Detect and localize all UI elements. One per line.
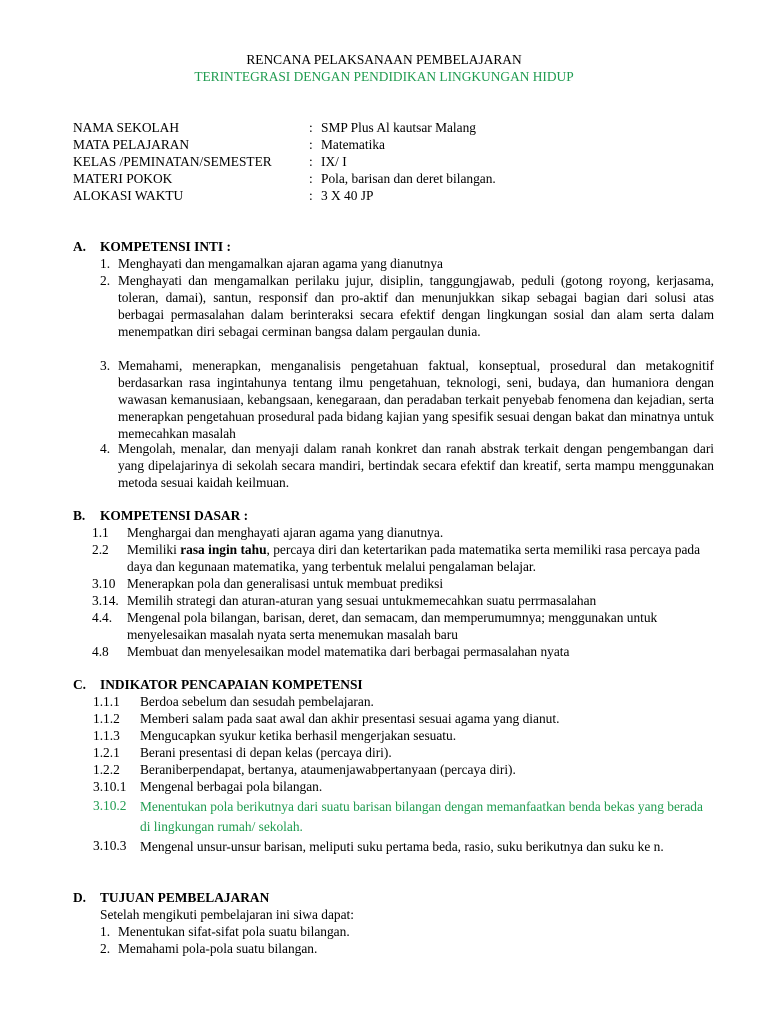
list-number-highlighted: 3.10.2 <box>93 798 127 813</box>
section-letter: D. <box>73 890 87 905</box>
list-item: Menentukan sifat-sifat pola suatu bilangan. <box>118 924 350 939</box>
list-number: 3.10 <box>92 576 116 591</box>
bold-phrase: rasa ingin tahu <box>180 542 267 557</box>
list-number: 3.10.1 <box>93 779 127 794</box>
section-heading: TUJUAN PEMBELAJARAN <box>100 890 270 905</box>
text-span: Memiliki <box>127 542 181 557</box>
list-number: 4. <box>100 441 111 456</box>
text-span: , percaya diri dan ketertarikan pada matematika serta memiliki rasa percaya pada daya dan kegunaan matematika, yang terbentuk melalui pengalaman belajar. <box>127 542 701 574</box>
identity-label: MATA PELAJARAN <box>73 137 190 152</box>
list-number: 4.4. <box>92 610 113 625</box>
list-number: 2.2 <box>92 542 109 557</box>
identity-value: 3 X 40 JP <box>321 188 374 203</box>
identity-label: KELAS /PEMINATAN/SEMESTER <box>73 154 272 169</box>
list-item: Menghayati dan mengamalkan perilaku jujur, disiplin, tanggungjawab, peduli (gotong royong, kerjasama, toleran, damai), santun, responsif dan pro-aktif dan menunjukkan sikap sebagai bagian dari solusi atas berbagai permasalahan dalam berinteraksi secara efektif dengan lingkungan sosial dan alam serta dalam menempatkan diri sebagai cerminan bangsa dalam pergaulan dunia. <box>118 273 714 339</box>
identity-label: MATERI POKOK <box>73 171 173 186</box>
section-heading: INDIKATOR PENCAPAIAN KOMPETENSI <box>100 677 363 692</box>
list-number: 1.1.2 <box>93 711 120 726</box>
section-heading: KOMPETENSI INTI : <box>100 239 231 254</box>
identity-colon: : <box>309 120 313 135</box>
list-number: 1. <box>100 924 111 939</box>
list-item: Menerapkan pola dan generalisasi untuk membuat prediksi <box>127 576 444 591</box>
list-item: Membuat dan menyelesaikan model matematika dari berbagai permasalahan nyata <box>127 644 570 659</box>
section-heading: KOMPETENSI DASAR : <box>100 508 249 523</box>
list-item: Mengucapkan syukur ketika berhasil mengerjakan sesuatu. <box>140 728 457 743</box>
list-number: 1.2.1 <box>93 745 120 760</box>
list-item: Mengenal unsur-unsur barisan, meliputi suku pertama beda, rasio, suku berikutnya dan suku ke n. <box>140 839 664 854</box>
list-number: 3.14. <box>92 593 119 608</box>
section-letter: C. <box>73 677 87 692</box>
list-item-highlighted: Menentukan pola berikutnya dari suatu barisan bilangan dengan memanfaatkan benda bekas yang berada di lingkungan rumah/ sekolah. <box>140 799 703 834</box>
section-intro: Setelah mengikuti pembelajaran ini siwa dapat: <box>100 907 354 922</box>
identity-colon: : <box>309 137 313 152</box>
list-number: 4.8 <box>92 644 109 659</box>
identity-label: NAMA SEKOLAH <box>73 120 180 135</box>
list-number: 1.1.1 <box>93 694 120 709</box>
list-number: 2. <box>100 273 111 288</box>
list-item: Memahami pola-pola suatu bilangan. <box>118 941 318 956</box>
identity-value: Pola, barisan dan deret bilangan. <box>321 171 496 186</box>
list-number: 1.1.3 <box>93 728 120 743</box>
list-item: Memberi salam pada saat awal dan akhir presentasi sesuai agama yang dianut. <box>140 711 560 726</box>
list-number: 3. <box>100 358 111 373</box>
list-item: Mengenal pola bilangan, barisan, deret, dan semacam, dan memperumumnya; menggunakan untuk menyelesaikan masalah nyata serta menemukan masalah baru <box>127 610 658 642</box>
list-item: Berdoa sebelum dan sesudah pembelajaran. <box>140 694 374 709</box>
list-item: Mengenal berbagai pola bilangan. <box>140 779 323 794</box>
list-number: 1. <box>100 256 111 271</box>
identity-colon: : <box>309 188 313 203</box>
list-item: Menghargai dan menghayati ajaran agama yang dianutnya. <box>127 525 444 540</box>
list-item: Beraniberpendapat, bertanya, ataumenjawabpertanyaan (percaya diri). <box>140 762 516 777</box>
list-number: 3.10.3 <box>93 838 127 853</box>
list-item: Berani presentasi di depan kelas (percaya diri). <box>140 745 392 760</box>
identity-value: SMP Plus Al kautsar Malang <box>321 120 476 135</box>
list-item: Memahami, menerapkan, menganalisis pengetahuan faktual, konseptual, prosedural dan metakognitif berdasarkan rasa ingintahunya tentang ilmu pengetahuan, teknologi, seni, budaya, dan humaniora dengan wawasan kemanusiaan, kebangsaan, kenegaraan, dan peradaban terkait penyebab fenomena dan kejadian, serta menerapkan pengetahuan prosedural pada bidang kajian yang spesifik sesuai dengan bakat dan minatnya untuk memecahkan masalah <box>118 358 714 441</box>
identity-value: Matematika <box>321 137 385 152</box>
list-item <box>127 541 714 575</box>
identity-value: IX/ I <box>321 154 347 169</box>
section-letter: A. <box>73 239 87 254</box>
list-item: Mengolah, menalar, dan menyaji dalam ranah konkret dan ranah abstrak terkait dengan pengembangan dari yang dipelajarinya di sekolah secara mandiri, bertindak secara efektif dan kreatif, serta mampu menggunakan metoda sesuai kaidah keilmuan. <box>118 441 714 490</box>
identity-label: ALOKASI WAKTU <box>73 188 184 203</box>
list-item: Memilih strategi dan aturan-aturan yang sesuai untukmemecahkan suatu perrmasalahan <box>127 593 597 608</box>
list-item: Menghayati dan mengamalkan ajaran agama yang dianutnya <box>118 256 443 271</box>
document-title: RENCANA PELAKSANAAN PEMBELAJARAN <box>246 52 522 67</box>
list-number: 1.2.2 <box>93 762 120 777</box>
identity-colon: : <box>309 171 313 186</box>
list-number: 1.1 <box>92 525 109 540</box>
document-subtitle: TERINTEGRASI DENGAN PENDIDIKAN LINGKUNGAN HIDUP <box>194 69 574 84</box>
section-letter: B. <box>73 508 86 523</box>
list-number: 2. <box>100 941 111 956</box>
identity-colon: : <box>309 154 313 169</box>
